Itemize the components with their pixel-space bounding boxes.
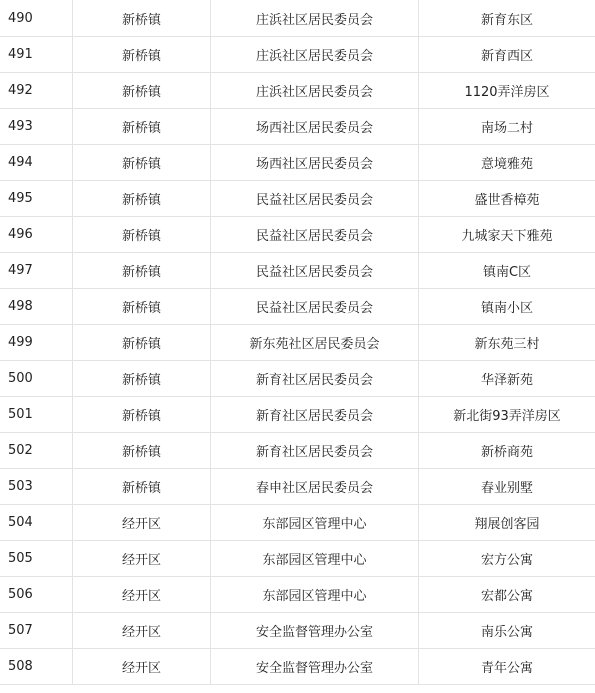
town-cell: 新桥镇 xyxy=(73,325,211,361)
row-number-cell: 505 xyxy=(0,541,73,577)
residential-area-cell: 新东苑三村 xyxy=(419,325,595,361)
table-row xyxy=(0,397,595,433)
town-cell: 经开区 xyxy=(73,505,211,541)
table-row xyxy=(0,541,595,577)
table-row xyxy=(0,109,595,145)
committee-cell: 场西社区居民委员会 xyxy=(211,109,419,145)
table-row xyxy=(0,433,595,469)
committee-cell: 庄浜社区居民委员会 xyxy=(211,37,419,73)
committee-cell: 民益社区居民委员会 xyxy=(211,181,419,217)
town-cell: 经开区 xyxy=(73,541,211,577)
table-row xyxy=(0,577,595,613)
committee-cell: 安全监督管理办公室 xyxy=(211,613,419,649)
town-cell: 新桥镇 xyxy=(73,433,211,469)
committee-cell: 东部园区管理中心 xyxy=(211,505,419,541)
row-number-cell: 495 xyxy=(0,181,73,217)
residential-area-cell: 新北街93弄洋房区 xyxy=(419,397,595,433)
committee-cell: 民益社区居民委员会 xyxy=(211,217,419,253)
table-row xyxy=(0,37,595,73)
committee-cell: 民益社区居民委员会 xyxy=(211,253,419,289)
table-row xyxy=(0,361,595,397)
row-number-cell: 493 xyxy=(0,109,73,145)
row-number-cell: 498 xyxy=(0,289,73,325)
committee-cell: 庄浜社区居民委员会 xyxy=(211,0,419,37)
residential-area-cell: 镇南小区 xyxy=(419,289,595,325)
residential-area-cell: 盛世香樟苑 xyxy=(419,181,595,217)
row-number-cell: 490 xyxy=(0,0,73,37)
town-cell: 新桥镇 xyxy=(73,469,211,505)
table-row xyxy=(0,469,595,505)
row-number-cell: 499 xyxy=(0,325,73,361)
residential-area-cell: 意境雅苑 xyxy=(419,145,595,181)
row-number-cell: 507 xyxy=(0,613,73,649)
town-cell: 新桥镇 xyxy=(73,73,211,109)
town-cell: 经开区 xyxy=(73,649,211,685)
committee-cell: 庄浜社区居民委员会 xyxy=(211,73,419,109)
town-cell: 新桥镇 xyxy=(73,253,211,289)
residential-area-cell: 新育东区 xyxy=(419,0,595,37)
residential-area-cell: 1120弄洋房区 xyxy=(419,73,595,109)
residential-area-cell: 春业别墅 xyxy=(419,469,595,505)
committee-cell: 东部园区管理中心 xyxy=(211,541,419,577)
residential-area-cell: 新育西区 xyxy=(419,37,595,73)
table-row xyxy=(0,0,595,37)
row-number-cell: 497 xyxy=(0,253,73,289)
residential-area-cell: 青年公寓 xyxy=(419,649,595,685)
row-number-cell: 491 xyxy=(0,37,73,73)
table-row xyxy=(0,325,595,361)
committee-cell: 安全监督管理办公室 xyxy=(211,649,419,685)
town-cell: 新桥镇 xyxy=(73,289,211,325)
town-cell: 新桥镇 xyxy=(73,181,211,217)
residential-area-cell: 九城家天下雅苑 xyxy=(419,217,595,253)
town-cell: 新桥镇 xyxy=(73,145,211,181)
committee-cell: 新育社区居民委员会 xyxy=(211,397,419,433)
residential-area-cell: 南乐公寓 xyxy=(419,613,595,649)
table-row xyxy=(0,649,595,685)
town-cell: 经开区 xyxy=(73,577,211,613)
town-cell: 新桥镇 xyxy=(73,109,211,145)
residential-area-cell: 镇南C区 xyxy=(419,253,595,289)
row-number-cell: 500 xyxy=(0,361,73,397)
residential-area-cell: 宏方公寓 xyxy=(419,541,595,577)
row-number-cell: 506 xyxy=(0,577,73,613)
row-number-cell: 494 xyxy=(0,145,73,181)
town-cell: 新桥镇 xyxy=(73,0,211,37)
row-number-cell: 496 xyxy=(0,217,73,253)
committee-cell: 场西社区居民委员会 xyxy=(211,145,419,181)
table-row xyxy=(0,613,595,649)
table-row xyxy=(0,253,595,289)
row-number-cell: 492 xyxy=(0,73,73,109)
committee-cell: 新育社区居民委员会 xyxy=(211,361,419,397)
residential-area-cell: 华泽新苑 xyxy=(419,361,595,397)
committee-cell: 民益社区居民委员会 xyxy=(211,289,419,325)
residential-area-cell: 宏都公寓 xyxy=(419,577,595,613)
committee-cell: 东部园区管理中心 xyxy=(211,577,419,613)
committee-cell: 春申社区居民委员会 xyxy=(211,469,419,505)
table-row xyxy=(0,289,595,325)
residential-area-cell: 南场二村 xyxy=(419,109,595,145)
town-cell: 新桥镇 xyxy=(73,37,211,73)
row-number-cell: 508 xyxy=(0,649,73,685)
row-number-cell: 503 xyxy=(0,469,73,505)
row-number-cell: 504 xyxy=(0,505,73,541)
row-number-cell: 501 xyxy=(0,397,73,433)
town-cell: 经开区 xyxy=(73,613,211,649)
table-row xyxy=(0,217,595,253)
row-number-cell: 502 xyxy=(0,433,73,469)
committee-cell: 新东苑社区居民委员会 xyxy=(211,325,419,361)
residential-area-cell: 新桥商苑 xyxy=(419,433,595,469)
town-cell: 新桥镇 xyxy=(73,361,211,397)
table-row xyxy=(0,181,595,217)
town-cell: 新桥镇 xyxy=(73,397,211,433)
residential-area-cell: 翔展创客园 xyxy=(419,505,595,541)
table-row xyxy=(0,505,595,541)
committee-cell: 新育社区居民委员会 xyxy=(211,433,419,469)
town-cell: 新桥镇 xyxy=(73,217,211,253)
table-row xyxy=(0,145,595,181)
table-row xyxy=(0,73,595,109)
